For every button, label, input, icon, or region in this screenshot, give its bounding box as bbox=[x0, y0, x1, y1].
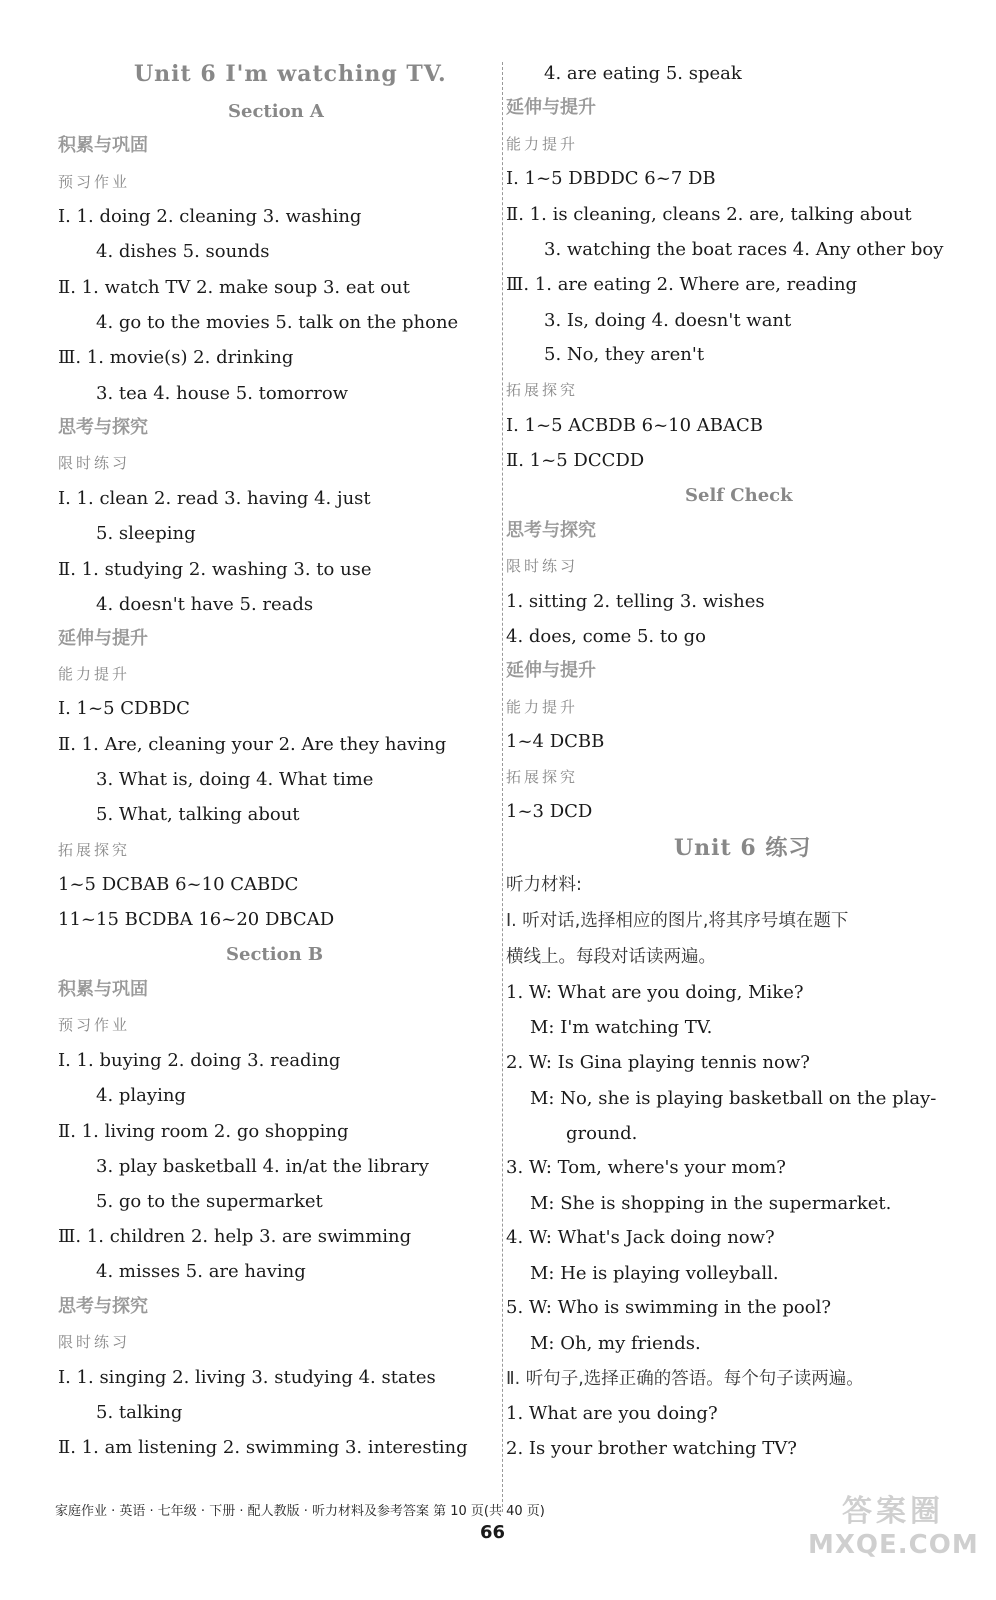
section-title: Self Check bbox=[685, 485, 793, 506]
page-footer: 家庭作业 · 英语 · 七年级 · 下册 · 配人教版 · 听力材料及参考答案 第 10 页(共 40 页) bbox=[55, 1504, 545, 1519]
category-heading: 延伸与提升 bbox=[506, 97, 596, 118]
answer-line: 4. go to the movies 5. talk on the phone bbox=[96, 312, 459, 333]
answer-line: 1~3 DCD bbox=[506, 801, 593, 822]
answer-line: Ⅱ. 1. watch TV 2. make soup 3. eat out bbox=[58, 277, 410, 298]
subcategory-label: 能力提升 bbox=[506, 135, 579, 153]
answer-line: Ⅰ. 1~5 ACBDB 6~10 ABACB bbox=[506, 415, 764, 436]
answer-line: Ⅱ. 1. Are, cleaning your 2. Are they having bbox=[58, 734, 447, 755]
answer-line: 2. W: Is Gina playing tennis now? bbox=[506, 1052, 810, 1073]
answer-line: 4. dishes 5. sounds bbox=[96, 241, 270, 262]
answer-line: 4. does, come 5. to go bbox=[506, 626, 706, 647]
watermark-top-text: 答案圈 bbox=[842, 1494, 944, 1529]
answer-line: 4. are eating 5. speak bbox=[544, 63, 742, 84]
subcategory-label: 拓展探究 bbox=[506, 381, 579, 399]
answer-line: Ⅰ. 听对话,选择相应的图片,将其序号填在题下 bbox=[506, 911, 849, 931]
answer-line: 5. What, talking about bbox=[96, 804, 300, 825]
answer-line: Ⅰ. 1~5 CDBDC bbox=[58, 698, 190, 719]
answer-line: Ⅱ. 1. studying 2. washing 3. to use bbox=[58, 559, 372, 580]
subcategory-label: 拓展探究 bbox=[506, 768, 579, 786]
answer-line: Ⅰ. 1. buying 2. doing 3. reading bbox=[58, 1050, 341, 1071]
answer-line: Ⅱ. 听句子,选择正确的答语。每个句子读两遍。 bbox=[506, 1369, 864, 1389]
answer-line: Ⅱ. 1~5 DCCDD bbox=[506, 450, 645, 471]
category-heading: 延伸与提升 bbox=[506, 660, 596, 681]
page-number: 66 bbox=[480, 1522, 506, 1543]
answer-line: 3. What is, doing 4. What time bbox=[96, 769, 374, 790]
subcategory-label: 拓展探究 bbox=[58, 841, 131, 859]
answer-line: 1~5 DCBAB 6~10 CABDC bbox=[58, 874, 299, 895]
answer-line: 4. playing bbox=[96, 1085, 186, 1106]
subcategory-label: 预习作业 bbox=[58, 173, 131, 191]
answer-line: 听力材料: bbox=[506, 875, 582, 895]
answer-line: ground. bbox=[566, 1123, 638, 1144]
answer-line: 5. W: Who is swimming in the pool? bbox=[506, 1297, 831, 1318]
column-divider bbox=[502, 62, 503, 1512]
subcategory-label: 限时练习 bbox=[58, 1333, 131, 1351]
answer-line: Ⅲ. 1. children 2. help 3. are swimming bbox=[58, 1226, 412, 1247]
answer-line: 2. Is your brother watching TV? bbox=[506, 1438, 797, 1459]
answer-line: 5. talking bbox=[96, 1402, 183, 1423]
answer-line: 3. watching the boat races 4. Any other boy bbox=[544, 239, 944, 260]
watermark-logo bbox=[808, 1486, 978, 1596]
category-heading: 思考与探究 bbox=[506, 520, 596, 541]
unit-title: Unit 6 练习 bbox=[674, 835, 812, 861]
category-heading: 思考与探究 bbox=[58, 1296, 148, 1317]
answer-line: Ⅰ. 1. singing 2. living 3. studying 4. states bbox=[58, 1367, 436, 1388]
answer-line: M: He is playing volleyball. bbox=[530, 1263, 779, 1284]
answer-line: 11~15 BCDBA 16~20 DBCAD bbox=[58, 909, 335, 930]
subcategory-label: 预习作业 bbox=[58, 1016, 131, 1034]
answer-line: 1. sitting 2. telling 3. wishes bbox=[506, 591, 765, 612]
answer-line: 5. go to the supermarket bbox=[96, 1191, 323, 1212]
answer-line: 3. tea 4. house 5. tomorrow bbox=[96, 383, 349, 404]
answer-line: Ⅰ. 1. clean 2. read 3. having 4. just bbox=[58, 488, 371, 509]
answer-line: Ⅱ. 1. am listening 2. swimming 3. interesting bbox=[58, 1437, 468, 1458]
watermark-bottom-text: MXQE.COM bbox=[808, 1530, 979, 1560]
subcategory-label: 能力提升 bbox=[506, 698, 579, 716]
answer-line: Ⅰ. 1. doing 2. cleaning 3. washing bbox=[58, 206, 362, 227]
unit-title: Unit 6 I'm watching TV. bbox=[134, 61, 447, 87]
subcategory-label: 限时练习 bbox=[58, 454, 131, 472]
answer-line: 横线上。每段对话读两遍。 bbox=[506, 947, 716, 967]
answer-line: 5. No, they aren't bbox=[544, 344, 705, 365]
subcategory-label: 能力提升 bbox=[58, 665, 131, 683]
answer-line: Ⅱ. 1. living room 2. go shopping bbox=[58, 1121, 349, 1142]
answer-line: Ⅰ. 1~5 DBDDC 6~7 DB bbox=[506, 168, 716, 189]
answer-line: 5. sleeping bbox=[96, 523, 196, 544]
answer-line: Ⅲ. 1. movie(s) 2. drinking bbox=[58, 347, 294, 368]
answer-line: M: I'm watching TV. bbox=[530, 1017, 713, 1038]
answer-line: 3. Is, doing 4. doesn't want bbox=[544, 310, 792, 331]
answer-line: 3. play basketball 4. in/at the library bbox=[96, 1156, 429, 1177]
answer-line: M: No, she is playing basketball on the play- bbox=[530, 1088, 937, 1109]
section-title: Section A bbox=[228, 101, 324, 122]
answer-line: Ⅲ. 1. are eating 2. Where are, reading bbox=[506, 274, 858, 295]
answer-line: 4. misses 5. are having bbox=[96, 1261, 306, 1282]
answer-line: 3. W: Tom, where's your mom? bbox=[506, 1157, 786, 1178]
category-heading: 思考与探究 bbox=[58, 417, 148, 438]
answer-line: 4. W: What's Jack doing now? bbox=[506, 1227, 775, 1248]
category-heading: 积累与巩固 bbox=[58, 135, 148, 156]
answer-line: 1~4 DCBB bbox=[506, 731, 605, 752]
category-heading: 积累与巩固 bbox=[58, 979, 148, 1000]
answer-line: M: Oh, my friends. bbox=[530, 1333, 701, 1354]
answer-line: M: She is shopping in the supermarket. bbox=[530, 1193, 892, 1214]
answer-line: Ⅱ. 1. is cleaning, cleans 2. are, talking about bbox=[506, 204, 912, 225]
answer-line: 1. What are you doing? bbox=[506, 1403, 718, 1424]
section-title: Section B bbox=[226, 944, 324, 965]
answer-line: 4. doesn't have 5. reads bbox=[96, 594, 314, 615]
subcategory-label: 限时练习 bbox=[506, 557, 579, 575]
category-heading: 延伸与提升 bbox=[58, 628, 148, 649]
answer-line: 1. W: What are you doing, Mike? bbox=[506, 982, 804, 1003]
